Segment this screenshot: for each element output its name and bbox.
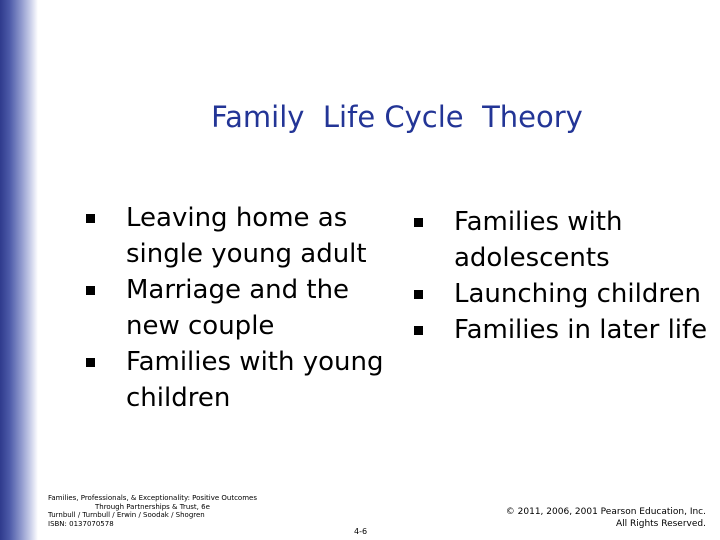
list-item — [414, 312, 714, 348]
list-item — [414, 276, 714, 312]
list-item — [86, 272, 386, 344]
square-bullet-icon — [86, 214, 95, 223]
right-bullet-list — [414, 204, 714, 348]
bullet-text: Launching children — [454, 279, 701, 309]
book-authors: Turnbull / Turnbull / Erwin / Soodak / Shogren — [48, 511, 205, 520]
bullet-text: Families with young children — [126, 347, 384, 413]
slide-title: Family Life Cycle Theory — [211, 100, 583, 134]
square-bullet-icon — [414, 290, 423, 299]
list-item — [86, 344, 386, 416]
bullet-text: Leaving home as single young adult — [126, 203, 367, 269]
bullet-text: Families with adolescents — [454, 207, 623, 273]
square-bullet-icon — [414, 218, 423, 227]
bullet-text: Families in later life — [454, 315, 708, 345]
page-number: 4-6 — [354, 527, 368, 536]
copyright-line: © 2011, 2006, 2001 Pearson Education, Inc. — [505, 507, 706, 517]
book-citation — [48, 494, 257, 528]
book-title-line: Families, Professionals, & Exceptionality: Positive Outcomes — [48, 494, 257, 502]
bullet-text: Marriage and the new couple — [126, 275, 350, 341]
square-bullet-icon — [414, 326, 423, 335]
book-isbn: ISBN: 0137070578 — [48, 519, 114, 528]
book-subtitle-line: Through Partnerships & Trust, 6e — [95, 502, 210, 511]
left-bullet-list — [86, 200, 386, 416]
square-bullet-icon — [86, 286, 95, 295]
square-bullet-icon — [86, 358, 95, 367]
list-item — [86, 200, 386, 272]
list-item — [414, 204, 714, 276]
copyright-notice — [506, 506, 706, 530]
side-gradient-bar — [0, 0, 38, 540]
rights-line: All Rights Reserved. — [615, 519, 706, 529]
